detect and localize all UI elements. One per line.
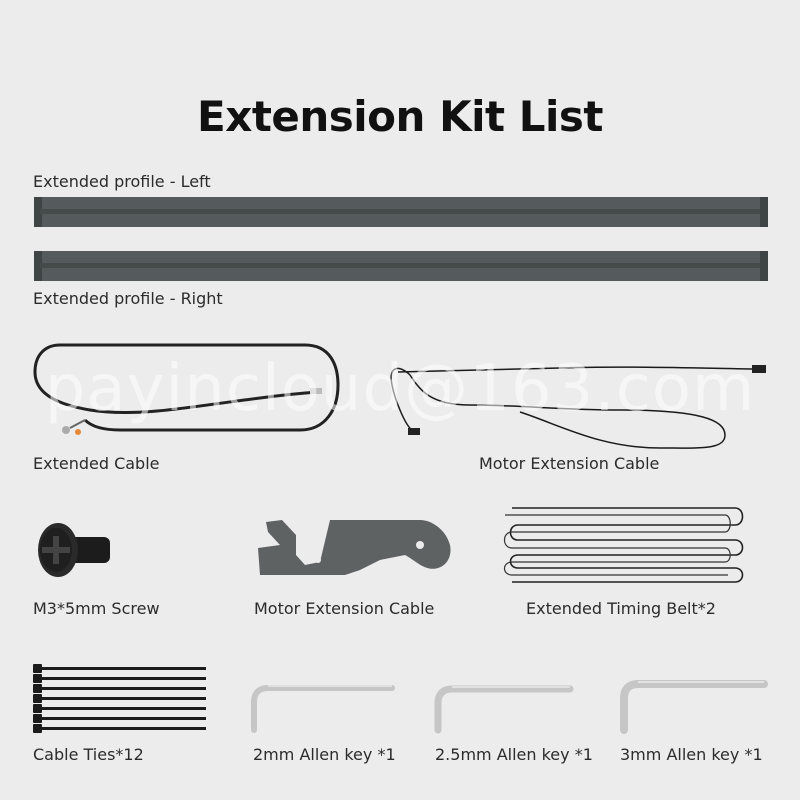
allen-key-2mm-label: 2mm Allen key *1	[253, 745, 396, 764]
cable-ties-label: Cable Ties*12	[33, 745, 144, 764]
timing-belt-label: Extended Timing Belt*2	[526, 599, 716, 618]
motor-extension-cable-label-2: Motor Extension Cable	[254, 599, 435, 618]
watermark-text: payincloud@163.com	[44, 352, 756, 426]
motor-extension-cable-label-1: Motor Extension Cable	[479, 454, 660, 473]
page-title: Extension Kit List	[197, 92, 603, 141]
allen-key-3mm-label: 3mm Allen key *1	[620, 745, 763, 764]
allen-key-25mm-label: 2.5mm Allen key *1	[435, 745, 593, 764]
profile-left-label: Extended profile - Left	[33, 172, 211, 191]
screw-label: M3*5mm Screw	[33, 599, 160, 618]
profile-right-label: Extended profile - Right	[33, 289, 223, 308]
extended-cable-label: Extended Cable	[33, 454, 160, 473]
